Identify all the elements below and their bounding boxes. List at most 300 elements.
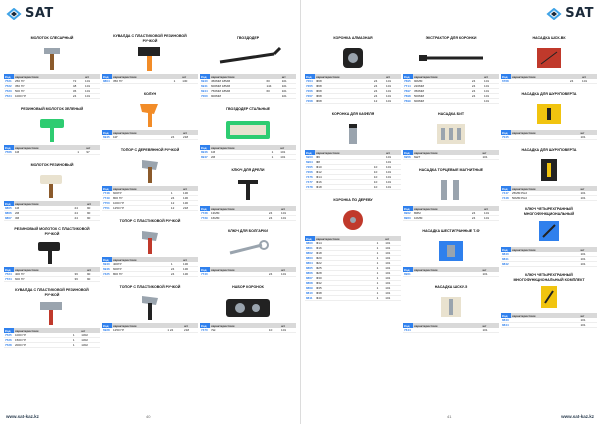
table-cell: 1 xyxy=(376,266,385,271)
product-title: КОРОНКА ПО ДЕРЕВУ xyxy=(333,198,373,203)
table-cell: 50ММ PH2 xyxy=(511,196,575,201)
header-cell: Код xyxy=(102,323,112,328)
spec-table xyxy=(501,247,597,267)
table-cell: 101 xyxy=(483,84,499,89)
table-cell: 101 xyxy=(384,276,401,281)
table-cell: 2М xyxy=(14,211,74,216)
table-cell: 101 xyxy=(385,185,401,190)
table-cell: 24 xyxy=(170,267,182,272)
header-cell: шт xyxy=(483,206,499,211)
header-cell: характеристики xyxy=(413,323,477,328)
table-cell: 1302 xyxy=(80,333,100,338)
header-cell: шт xyxy=(281,74,296,79)
product-block xyxy=(4,105,100,155)
table-cell: 90 xyxy=(86,206,100,211)
table-cell: 1 xyxy=(72,343,80,348)
table-cell: 90 xyxy=(86,272,100,277)
header-cell: характеристики xyxy=(14,267,74,272)
product-code: 7522 xyxy=(4,84,14,89)
table-cell: Ф12 xyxy=(315,170,373,175)
table-cell: 101 xyxy=(384,291,401,296)
product-code: 8947 xyxy=(200,155,210,160)
header-cell: характеристики xyxy=(210,323,268,328)
product-code: 6945 xyxy=(102,135,112,140)
table-cell: 101 xyxy=(281,84,296,89)
spec-table xyxy=(4,328,100,348)
product-code: 6903 xyxy=(305,155,315,160)
table-cell: 400 ГР xyxy=(14,272,74,277)
product-code: 7740 xyxy=(200,272,210,277)
table-cell: 6ШТ xyxy=(413,155,477,160)
product-title: КЛЮЧ ДЛЯ ДРЕЛИ xyxy=(231,168,265,173)
table-cell: 101 xyxy=(84,84,100,89)
table-cell: 1 xyxy=(376,296,385,301)
table-cell: 36 xyxy=(74,272,86,277)
product-code: 6941 xyxy=(200,84,210,89)
spec-table xyxy=(305,150,401,190)
table-cell: 24 xyxy=(268,216,280,221)
table-cell: 24 xyxy=(373,94,385,99)
table-cell: 101 xyxy=(384,271,401,276)
product-code: 7566 xyxy=(4,150,14,155)
table-row xyxy=(102,272,198,277)
rubber-mallet-white-icon xyxy=(4,171,100,199)
product-title: ТОПОР С ПЛАСТИКОВОЙ РУЧКОЙ xyxy=(119,219,181,224)
spec-table xyxy=(4,74,100,99)
table-cell: 24 xyxy=(373,84,385,89)
header-cell: Код xyxy=(102,186,112,191)
header-cell: характеристики xyxy=(14,328,72,333)
table-cell: Ф18 xyxy=(315,185,373,190)
hammer-icon xyxy=(4,44,100,72)
product-code: 7045 xyxy=(501,135,511,140)
spec-table xyxy=(403,267,499,277)
product-code: 8963 xyxy=(403,216,413,221)
table-cell: 60 xyxy=(265,89,280,94)
header-cell: шт xyxy=(384,236,401,241)
website-link[interactable]: www.sat-kaz.kz xyxy=(561,414,594,419)
table-cell xyxy=(471,99,483,104)
product-code: 7447 xyxy=(501,191,511,196)
header-cell: Код xyxy=(501,74,511,79)
product-column xyxy=(4,34,100,354)
product-code: 8803 xyxy=(305,256,315,261)
product-title: РЕЗИНОВЫЙ МОЛОТОК С ПЛАСТИКОВОЙ РУЧКОЙ xyxy=(14,227,90,236)
table-cell: 218 xyxy=(183,328,198,333)
table-cell: Ф38 xyxy=(315,291,376,296)
table-cell: Ф8 xyxy=(315,160,373,165)
table-cell: Ф22 xyxy=(315,261,376,266)
table-cell: 1000 ГР xyxy=(112,201,170,206)
product-code: 6928 xyxy=(102,328,112,333)
table-row xyxy=(403,272,499,277)
header-cell: характеристики xyxy=(210,267,268,272)
sledgehammer-orange-icon xyxy=(102,44,198,72)
product-column xyxy=(403,34,499,339)
product-title: КОРОНКА ДЛЯ КАФЕЛЯ xyxy=(331,112,375,117)
table-cell: 36 xyxy=(72,89,84,94)
table-cell: 10 xyxy=(268,328,280,333)
table-cell: 101 xyxy=(279,155,296,160)
header-cell: характеристики xyxy=(112,257,170,262)
product-title: ГВОЗДОДЕР xyxy=(236,36,260,41)
table-cell: 144 xyxy=(265,84,280,89)
product-code: 6956 xyxy=(403,155,413,160)
table-cell: 130 xyxy=(182,191,198,196)
table-cell: 7Ш xyxy=(210,328,268,333)
table-cell: 450ММ 18ММ xyxy=(210,79,265,84)
table-cell: 101 xyxy=(482,328,500,333)
header-cell: шт xyxy=(580,247,598,252)
product-code: 7697 xyxy=(403,89,413,94)
table-cell: 101 xyxy=(580,191,598,196)
header-cell: Код xyxy=(200,74,210,79)
product-title: НАСАДКА ДЛЯ ШУРУПОВЕРТА xyxy=(521,92,577,97)
table-cell: 101 xyxy=(279,150,296,155)
header-cell: шт xyxy=(280,206,296,211)
product-code: 7526 xyxy=(4,338,14,343)
header-cell: шт xyxy=(181,74,198,79)
product-block xyxy=(102,34,198,84)
spec-table xyxy=(501,130,597,140)
table-cell: 800 ГР xyxy=(112,196,170,201)
product-block xyxy=(501,90,597,140)
table-cell: 1 xyxy=(376,261,385,266)
spec-table xyxy=(501,313,597,328)
table-cell: 48 xyxy=(72,84,84,89)
table-cell: 101 xyxy=(281,79,296,84)
product-code: 7751 xyxy=(102,206,112,211)
table-cell: 1КГ xyxy=(112,135,170,140)
product-title: КУВАЛДА С ПЛАСТИКОВОЙ РЕЗИНОВОЙ РУЧКОЙ xyxy=(15,288,89,297)
header-cell: Код xyxy=(305,74,315,79)
table-row xyxy=(200,328,296,333)
product-block xyxy=(200,227,296,277)
table-cell: 2000 ГР xyxy=(14,343,72,348)
table-cell: Ф40 xyxy=(315,296,376,301)
header-cell: Код xyxy=(501,130,511,135)
table-cell: 101 xyxy=(84,94,100,99)
table-cell: 36 xyxy=(74,277,86,282)
header-cell: Код xyxy=(200,206,210,211)
table-cell: 101 xyxy=(384,251,401,256)
header-cell: шт xyxy=(280,323,296,328)
product-code: 7750 xyxy=(102,201,112,206)
header-cell: Код xyxy=(403,206,413,211)
header-cell: характеристики xyxy=(315,150,373,155)
product-code: 7698 xyxy=(403,94,413,99)
header-cell: характеристики xyxy=(14,74,72,79)
table-row xyxy=(305,185,401,190)
header-cell: шт xyxy=(482,267,500,272)
spec-table xyxy=(501,74,597,84)
header-cell: Код xyxy=(403,323,413,328)
table-cell: 101 xyxy=(483,89,499,94)
spec-table xyxy=(200,267,296,277)
table-cell: 101 xyxy=(580,262,598,267)
product-code: 7714 xyxy=(403,84,413,89)
product-title: ГВОЗДОДЕР СТАЛЬНЫЕ xyxy=(226,107,270,112)
splitting-axe-icon xyxy=(102,100,198,128)
table-cell: 1М xyxy=(14,150,76,155)
product-title: НАСАДКА ШСКУ-5 xyxy=(434,285,468,290)
table-row xyxy=(200,155,296,160)
table-cell: 90 xyxy=(86,277,100,282)
table-cell: 101 xyxy=(384,261,401,266)
product-code: 8806 xyxy=(305,271,315,276)
table-cell: 600ММ xyxy=(413,99,471,104)
header-cell: шт xyxy=(581,74,597,79)
bit-set-icon xyxy=(403,120,499,148)
brand-name: SAT xyxy=(565,6,594,21)
table-cell: 350 ГР xyxy=(112,79,173,84)
brand-logo xyxy=(6,6,54,21)
table-row xyxy=(102,206,198,211)
extractor-icon xyxy=(403,44,499,72)
table-cell: 24 xyxy=(471,89,483,94)
header-cell: характеристики xyxy=(112,130,170,135)
table-cell: 1 24 xyxy=(166,328,183,333)
product-code: 8811 xyxy=(305,296,315,301)
header-cell: Код xyxy=(403,74,413,79)
product-block xyxy=(403,34,499,104)
product-title: ТОПОР С ПЛАСТИКОВОЙ РУЧКОЙ xyxy=(119,285,181,290)
product-title: МОЛОТОК СЛЕСАРНЫЙ xyxy=(30,36,74,41)
table-cell: 24 xyxy=(471,94,483,99)
product-title: КЛЮЧ ЧЕТЫРЕХГРАННЫЙ МНОГОФУНКЦИОНАЛЬНЫЙ КОМПЛЕКТ xyxy=(513,273,585,282)
table-cell: 12 xyxy=(373,99,385,104)
table-cell: 24 xyxy=(74,206,86,211)
table-cell: 101 xyxy=(384,286,401,291)
table-cell: 1 xyxy=(376,291,385,296)
table-cell: 1302 xyxy=(80,338,100,343)
table-cell: 600ГР xyxy=(112,267,170,272)
table-cell: 24 xyxy=(72,94,84,99)
product-code: 7478 xyxy=(305,185,315,190)
table-cell: 600 ГР xyxy=(14,277,74,282)
spec-table xyxy=(403,74,499,104)
chuck-key-icon xyxy=(200,176,296,204)
spec-table xyxy=(102,74,198,84)
header-cell: Код xyxy=(501,186,511,191)
table-row xyxy=(4,94,100,99)
product-block xyxy=(305,110,401,190)
table-cell: 24 xyxy=(170,196,182,201)
product-code: 7476 xyxy=(305,175,315,180)
product-title: КЛЮЧ ЧЕТЫРЕХГРАННЫЙ МНОГОФУНКЦИОНАЛЬНЫЙ xyxy=(523,207,575,216)
header-cell: характеристики xyxy=(112,74,173,79)
table-cell: 350ММ xyxy=(413,89,471,94)
table-cell: 1М xyxy=(14,206,74,211)
table-cell xyxy=(511,262,575,267)
header-cell: характеристики xyxy=(315,74,373,79)
table-cell: 1 xyxy=(376,251,385,256)
table-cell: 1 xyxy=(376,246,385,251)
product-code: 6904 xyxy=(305,160,315,165)
table-cell: Ф6 xyxy=(315,155,373,160)
table-cell: 1500 ГР xyxy=(14,338,72,343)
table-cell: 130 xyxy=(182,272,198,277)
spec-table xyxy=(102,186,198,211)
product-block xyxy=(305,34,401,104)
product-code: 8810 xyxy=(305,291,315,296)
table-cell: 101 xyxy=(84,89,100,94)
product-code: 8806 xyxy=(4,211,14,216)
table-cell: 500 ГР xyxy=(14,89,72,94)
table-row xyxy=(102,135,198,140)
table-cell: 1302 xyxy=(80,343,100,348)
product-block xyxy=(403,227,499,277)
table-cell: 101 xyxy=(580,252,598,257)
spec-table xyxy=(200,206,296,221)
product-column xyxy=(305,34,401,307)
header-cell: характеристики xyxy=(210,206,268,211)
table-cell: 101 xyxy=(483,211,499,216)
header-cell: характеристики xyxy=(511,186,575,191)
header-cell: шт xyxy=(280,267,296,272)
product-code: 8802 xyxy=(305,251,315,256)
product-code: 7525 xyxy=(4,333,14,338)
header-cell: характеристики xyxy=(413,267,477,272)
product-code: 8805 xyxy=(4,206,14,211)
header-cell: характеристики xyxy=(315,236,376,241)
table-cell: Ф20 xyxy=(315,256,376,261)
product-code: 7738 xyxy=(200,211,210,216)
product-code: 8807 xyxy=(4,216,14,221)
product-code: 6940 xyxy=(102,262,112,267)
long-axe-icon xyxy=(102,293,198,321)
header-cell: Код xyxy=(501,247,511,252)
multi-key-pack-icon xyxy=(501,283,597,311)
table-cell: 101 xyxy=(482,272,500,277)
table-cell: 101 xyxy=(281,89,296,94)
table-cell: 1250 ГР xyxy=(112,206,170,211)
table-cell: Ф16 xyxy=(315,180,373,185)
product-code: 7477 xyxy=(305,180,315,185)
table-cell: 24 xyxy=(471,84,483,89)
spec-table xyxy=(305,236,401,301)
table-cell: Ф25 xyxy=(315,266,376,271)
table-cell xyxy=(413,328,477,333)
table-cell: 101 xyxy=(483,216,499,221)
header-cell: шт xyxy=(182,257,198,262)
screw-bit-icon xyxy=(403,293,499,321)
table-row xyxy=(403,99,499,104)
product-block xyxy=(501,207,597,267)
product-column xyxy=(501,34,597,334)
header-cell: шт xyxy=(482,323,500,328)
table-row xyxy=(403,328,499,333)
spec-table xyxy=(102,130,198,140)
header-cell: шт xyxy=(279,145,296,150)
product-block xyxy=(102,90,198,140)
table-cell: 1000 ГР xyxy=(14,333,72,338)
sat-logo-icon xyxy=(6,8,22,20)
table-cell xyxy=(511,323,575,328)
product-code: 8842 xyxy=(501,262,511,267)
table-cell: Ф68 xyxy=(315,94,373,99)
table-cell: 218 xyxy=(182,135,198,140)
table-cell: 101 xyxy=(385,99,401,104)
table-cell: 10 xyxy=(373,165,385,170)
table-cell: 101 xyxy=(280,328,296,333)
table-cell: 24 xyxy=(170,135,182,140)
table-cell: 1 xyxy=(72,338,80,343)
table-cell: 8ММ xyxy=(413,211,471,216)
product-code: 8808 xyxy=(305,281,315,286)
header-cell: шт xyxy=(84,74,100,79)
driver-bit-icon xyxy=(501,100,597,128)
table-cell: 101 xyxy=(280,211,296,216)
website-link[interactable]: www.sat-kaz.kz xyxy=(6,414,39,419)
table-cell: 24 xyxy=(74,211,86,216)
table-cell: 24 xyxy=(471,79,483,84)
table-cell: 101 xyxy=(280,216,296,221)
spec-table xyxy=(102,323,198,333)
product-code: 7739 xyxy=(200,216,210,221)
product-block xyxy=(200,166,296,221)
product-block xyxy=(102,283,198,333)
grinder-key-icon xyxy=(200,237,296,265)
header-cell: шт xyxy=(182,130,198,135)
product-block xyxy=(501,146,597,201)
table-cell: 24 xyxy=(373,89,385,94)
table-cell: Ф35 xyxy=(315,286,376,291)
table-cell: 10 xyxy=(373,175,385,180)
spec-table xyxy=(4,145,100,155)
table-cell: 130 xyxy=(182,267,198,272)
product-block xyxy=(200,105,296,160)
table-cell: 24 xyxy=(373,79,385,84)
page-number: 40 xyxy=(146,414,151,419)
table-row xyxy=(501,135,597,140)
table-cell: 101 xyxy=(384,241,401,246)
product-code: 7204 xyxy=(305,79,315,84)
table-cell: 1 xyxy=(170,191,182,196)
product-code: 7470 xyxy=(200,328,210,333)
header-cell: Код xyxy=(102,130,112,135)
header-cell: характеристики xyxy=(511,247,575,252)
tile-bit-icon xyxy=(305,120,401,148)
table-row xyxy=(501,79,597,84)
table-cell: 12 xyxy=(170,201,182,206)
table-cell: Ф14 xyxy=(315,175,373,180)
product-code: 7748 xyxy=(102,191,112,196)
table-cell: 101 xyxy=(385,89,401,94)
product-code: 8801 xyxy=(305,246,315,251)
table-row xyxy=(4,277,100,282)
table-cell: 1 xyxy=(376,276,385,281)
header-cell: Код xyxy=(4,74,14,79)
header-cell: Код xyxy=(102,257,112,262)
table-cell: 350 ГР xyxy=(14,84,72,89)
table-cell: 3М xyxy=(14,216,74,221)
table-cell: 101 xyxy=(483,99,499,104)
header-cell: Код xyxy=(305,150,315,155)
table-cell xyxy=(265,94,280,99)
product-code: 7523 xyxy=(4,89,14,94)
product-code: 7695 xyxy=(403,79,413,84)
table-cell: 13ММ xyxy=(210,211,268,216)
header-cell: Код xyxy=(4,328,14,333)
table-cell: 16ММ xyxy=(210,216,268,221)
header-cell: характеристики xyxy=(14,201,74,206)
table-cell: 1250 ГР xyxy=(112,328,166,333)
header-cell: характеристики xyxy=(112,186,170,191)
hole-saw-set-icon xyxy=(200,293,296,321)
product-code: 6946 xyxy=(102,267,112,272)
product-block xyxy=(4,227,100,282)
